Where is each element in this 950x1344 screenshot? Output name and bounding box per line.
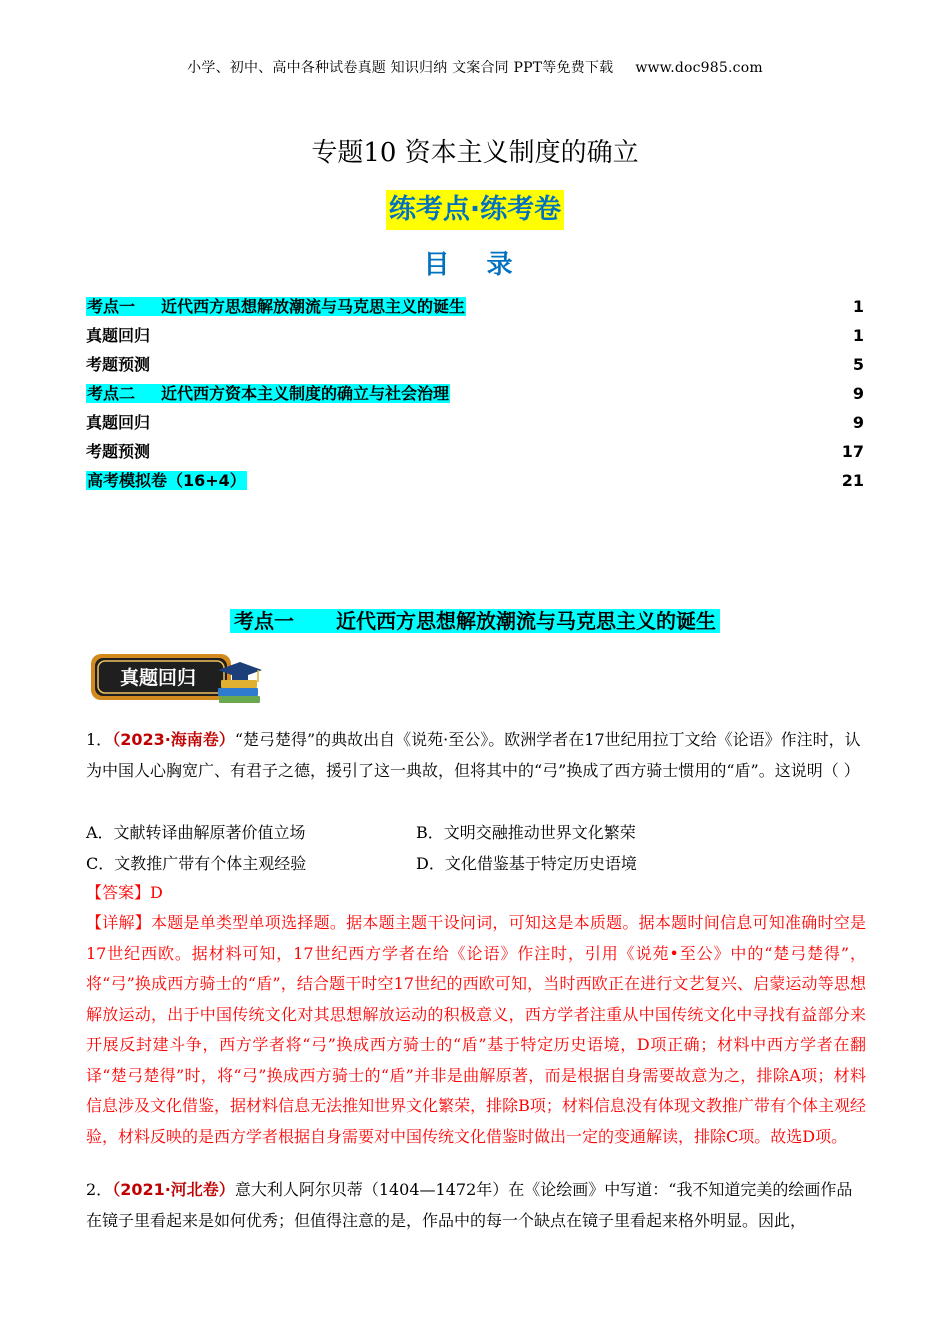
toc-entry[interactable] — [86, 468, 864, 497]
toc-entry[interactable] — [86, 323, 864, 352]
document-title: 专题10 资本主义制度的确立 — [311, 138, 639, 168]
toc-entry-label: 真题回归 — [86, 326, 151, 345]
toc-entry-label: 考点一 近代西方思想解放潮流与马克思主义的诞生 — [87, 297, 466, 316]
option-b[interactable]: B．文明交融推动世界文化繁荣 — [416, 823, 636, 842]
header-url[interactable]: www.doc985.com — [635, 60, 763, 76]
zhenti-huigui-banner — [90, 648, 262, 708]
question-source: （2021·河北卷） — [112, 1180, 235, 1199]
section-heading: 考点一 近代西方思想解放潮流与马克思主义的诞生 — [0, 605, 950, 634]
toc-entry-page: 9 — [852, 384, 864, 403]
question-source: （2023·海南卷） — [112, 730, 235, 749]
header-text: 小学、初中、高中各种试卷真题 知识归纳 文案合同 PPT等免费下载 — [187, 60, 614, 76]
toc-entry-page: 1 — [852, 297, 864, 316]
question-1-stem: 1．（2023·海南卷）“楚弓楚得”的典故出自《说苑·至公》。欧洲学者在17世纪用拉丁文给《论语》作注时，认为中国人心胸宽广、有君子之德，援引了这一典故，但将其中的“弓”换成了西方骑士惯用的“盾”。这说明（ ） — [86, 730, 861, 780]
question-1-answer: 【答案】D — [86, 883, 163, 902]
page-header — [0, 57, 950, 77]
toc-entry-label: 考题预测 — [86, 355, 151, 374]
question-1-explanation: 【详解】本题是单类型单项选择题。据本题主题干设问词，可知这是本质题。据本题时间信息可知准确时空是17世纪西欧。据材料可知，17世纪西方学者在给《论语》作注时，引用《说苑•至公》中的“楚弓楚得”，将“弓”换成西方骑士的“盾”，结合题干时空17世纪的西欧可知，当时西欧正在进行文艺复兴、启蒙运动等思想解放运动，出于中国传统文化对其思想解放运动的积极意义，西方学者注重从中国传统文化中寻找有益部分来开展反封建斗争，西方学者将“弓”换成西方骑士的“盾”基于特定历史语境，D项正确；材料中西方学者在翻译“楚弓楚得”时，将“弓”换成西方骑士的“盾”并非是曲解原著，而是根据自身需要故意为之，排除A项；材料信息涉及文化借鉴，据材料信息无法推知世界文化繁荣，排除B项；材料信息没有体现文教推广带有个体主观经验，材料反映的是西方学者根据自身需要对中国传统文化借鉴时做出一定的变通解读，排除C项。故选D项。 — [86, 913, 866, 1146]
banner-label: 真题回归 — [119, 667, 197, 689]
toc-entry[interactable] — [86, 352, 864, 381]
question-2-stem: 2．（2021·河北卷）意大利人阿尔贝蒂（1404—1472年）在《论绘画》中写道：“我不知道完美的绘画作品在镜子里看起来是如何优秀；但值得注意的是，作品中的每一个缺点在镜子里看起来格外明显。因此， — [86, 1180, 853, 1230]
toc-entry-label: 高考模拟卷（16+4） — [87, 471, 246, 490]
option-a[interactable]: A．文献转译曲解原著价值立场 — [86, 823, 306, 842]
toc-entry-page: 1 — [852, 326, 864, 345]
toc-entry-label: 考题预测 — [86, 442, 151, 461]
toc-entry-page: 21 — [841, 471, 864, 490]
option-c[interactable]: C．文教推广带有个体主观经验 — [86, 854, 307, 873]
toc-entry-page: 17 — [841, 442, 864, 461]
option-d[interactable]: D．文化借鉴基于特定历史语境 — [416, 854, 637, 873]
toc-entry-label: 考点二 近代西方资本主义制度的确立与社会治理 — [87, 384, 450, 403]
document-subtitle: 练考点·练考卷 — [386, 190, 564, 230]
toc-entry[interactable] — [86, 294, 864, 323]
books-icon — [218, 662, 262, 703]
toc-entry[interactable] — [86, 410, 864, 439]
toc-heading: 目 录 — [423, 250, 527, 280]
toc-entry[interactable] — [86, 381, 864, 410]
toc-entry-page: 9 — [852, 413, 864, 432]
table-of-contents — [86, 294, 864, 497]
toc-entry-page: 5 — [852, 355, 864, 374]
toc-entry[interactable] — [86, 439, 864, 468]
toc-entry-label: 真题回归 — [86, 413, 151, 432]
